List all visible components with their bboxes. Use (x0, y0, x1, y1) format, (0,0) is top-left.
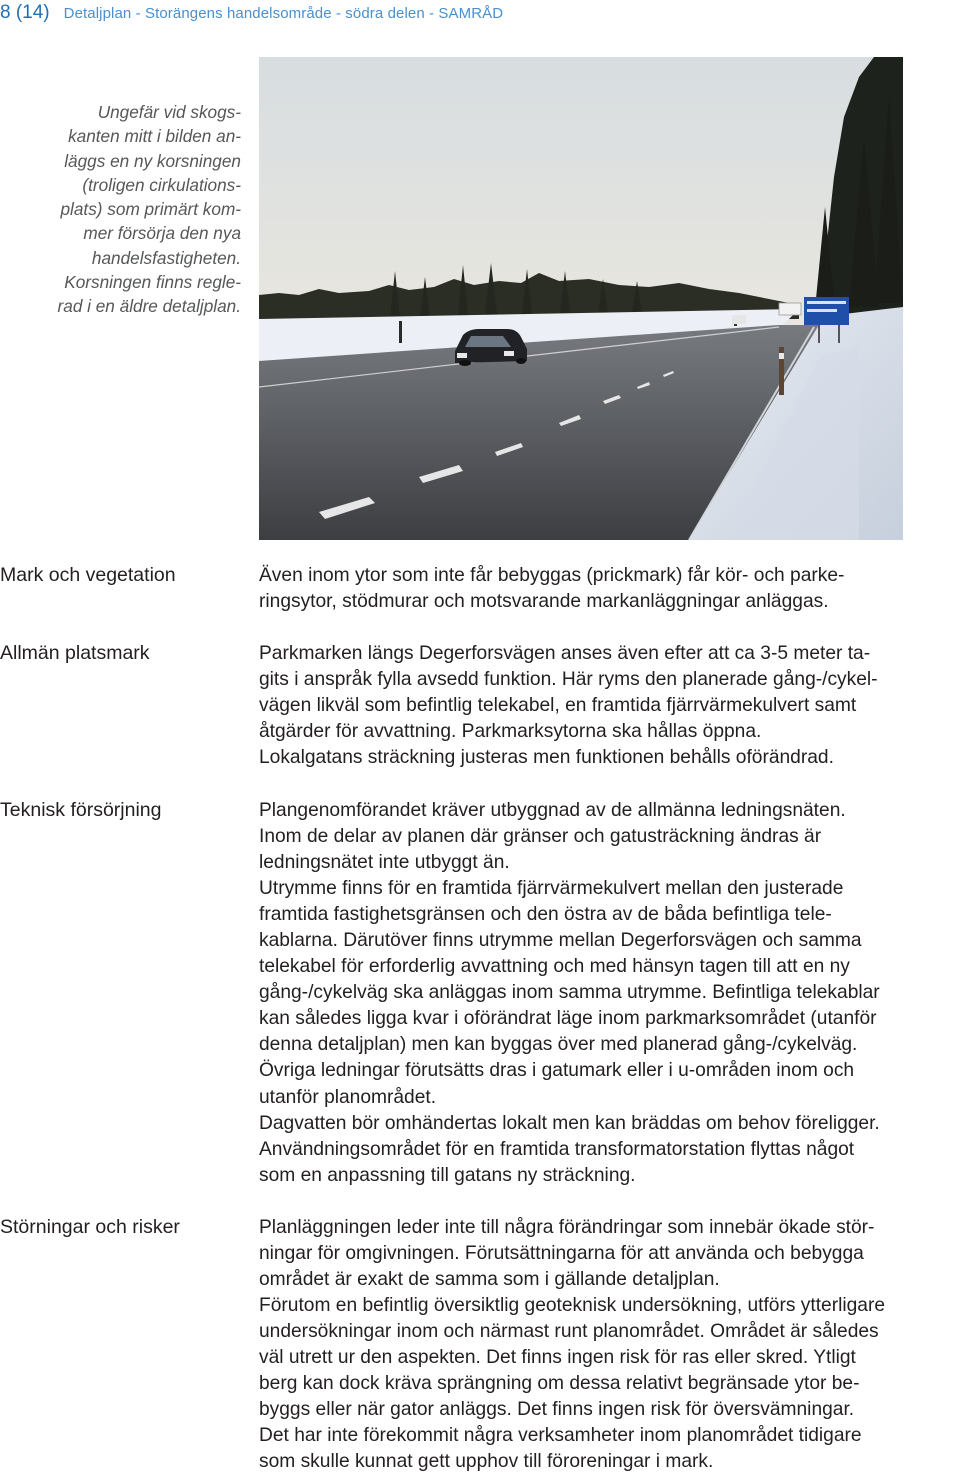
text-line: Inom de delar av planen där gränser och gatusträckning ändras är (259, 826, 822, 848)
text-line: Även inom ytor som inte får bebyggas (prickmark) får kör- och parke- (259, 565, 845, 586)
text-line: berg kan dock kräva sprängning om dessa relativt begränsade ytor be- (259, 1373, 860, 1395)
text-line: ledningsnätet inte utbyggt än. (259, 852, 510, 874)
page-number: 8 (14) (0, 2, 50, 23)
caption-line: mer försörja den nya (83, 223, 241, 244)
text-line: Lokalgatans sträckning justeras men funktionen behålls oförändrad. (259, 747, 834, 769)
text-line: utanför planområdet. (259, 1086, 437, 1108)
text-line: byggs eller när gator anläggs. Det finns ingen risk för översvämningar. (259, 1399, 855, 1421)
section-text-allman-platsmark (259, 641, 960, 771)
caption-line: rad i en äldre detaljplan. (57, 296, 241, 317)
text-line: Dagvatten bör omhändertas lokalt men kan bräddas om behov föreligger. (259, 1112, 880, 1134)
text-line: området är exakt de samma som i gällande detaljplan. (259, 1269, 720, 1291)
road-photo (259, 57, 903, 540)
photo-caption (8, 100, 241, 319)
text-line: Övriga ledningar förutsätts dras i gatumark eller i u-områden inom och (259, 1060, 855, 1082)
text-line: som skulle kunnat gett upphov till föroreningar i mark. (259, 1451, 714, 1473)
caption-line: kanten mitt i bilden an- (68, 126, 241, 147)
text-line: Det har inte förekommit några verksamheter inom planområdet tidigare (259, 1425, 862, 1447)
section-label-teknisk-forsorjning: Teknisk försörjning (0, 799, 162, 821)
caption-line: läggs en ny korsningen (64, 150, 241, 171)
text-line: Utrymme finns för en framtida fjärrvärmekulvert mellan den justerade (259, 878, 844, 900)
text-line: kan således ligga kvar i oförändrat läge inom parkmarksområdet (utanför (259, 1008, 877, 1030)
page-header (0, 2, 503, 28)
text-line: väl utrett ur den aspekten. Det finns ingen risk för ras eller skred. Ytligt (259, 1347, 856, 1369)
text-line: framtida fastighetsgränsen och den östra av de båda befintliga tele- (259, 904, 832, 926)
text-line: ningar för omgivningen. Förutsättningarna för att använda och bebygga (259, 1243, 864, 1265)
caption-line: Ungefär vid skogs- (97, 102, 241, 122)
caption-line: (troligen cirkulations- (82, 174, 241, 195)
text-line: kablarna. Därutöver finns utrymme mellan Degerforsvägen och samma (259, 930, 862, 952)
text-line: Parkmarken längs Degerforsvägen anses även efter att ca 3-5 meter ta- (259, 643, 871, 664)
section-text-teknisk-forsorjning (259, 798, 960, 1189)
text-line: undersökningar inom och närmast runt planområdet. Området är således (259, 1321, 879, 1343)
caption-line: handelsfastigheten. (91, 247, 241, 268)
section-label-allman-platsmark: Allmän platsmark (0, 642, 150, 664)
caption-line: plats) som primärt kom- (60, 199, 241, 220)
text-line: Planläggningen leder inte till några förändringar som innebär ökade stör- (259, 1217, 875, 1238)
text-line: gång-/cykelväg ska anläggas inom samma utrymme. Befintliga telekablar (259, 982, 880, 1004)
document-title: Detaljplan - Storängens handelsområde - södra delen - SAMRÅD (63, 5, 504, 22)
text-line: Plangenomförandet kräver utbyggnad av de allmänna ledningsnäten. (259, 800, 846, 821)
text-line: ringsytor, stödmurar och motsvarande markanläggningar anläggas. (259, 591, 829, 613)
text-line: Förutom en befintlig översiktlig geoteknisk undersökning, utförs ytterligare (259, 1295, 886, 1317)
text-line: gits i anspråk fylla avsedd funktion. Här ryms den planerade gång-/cykel- (259, 669, 878, 691)
section-label-storningar-och-risker: Störningar och risker (0, 1216, 180, 1238)
text-line: som en anpassning till gatans ny sträckning. (259, 1164, 636, 1186)
text-line: åtgärder för avvattning. Parkmarksytorna ska hållas öppna. (259, 721, 762, 743)
text-line: denna detaljplan) men kan byggas över med planerad gång-/cykelväg. (259, 1034, 858, 1056)
section-text-storningar-och-risker (259, 1215, 960, 1475)
section-text-mark-och-vegetation (259, 563, 960, 615)
text-line: vägen likväl som befintlig telekabel, en framtida fjärrvärmekulvert samt (259, 695, 857, 717)
text-line: telekabel för erforderlig avvattning och med hänsyn tagen till att en ny (259, 956, 850, 978)
text-line: Användningsområdet för en framtida transformatorstation flyttas något (259, 1138, 855, 1160)
section-label-mark-och-vegetation: Mark och vegetation (0, 564, 176, 586)
caption-line: Korsningen finns regle- (64, 272, 241, 293)
